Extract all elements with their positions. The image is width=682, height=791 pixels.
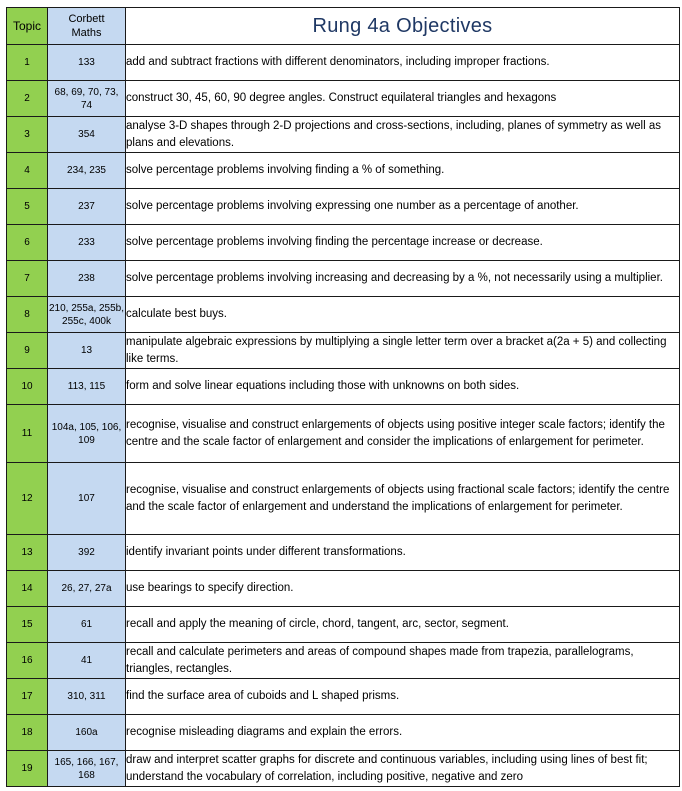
objective-text: recognise misleading diagrams and explain the errors. xyxy=(126,715,680,751)
topic-number: 15 xyxy=(7,607,48,643)
corbett-maths-ref: 41 xyxy=(48,643,126,679)
corbett-maths-ref: 210, 255a, 255b, 255c, 400k xyxy=(48,297,126,333)
corbett-maths-ref: 26, 27, 27a xyxy=(48,571,126,607)
objective-text: calculate best buys. xyxy=(126,297,680,333)
maths-label: Maths xyxy=(71,27,102,39)
objectives-table xyxy=(6,7,680,787)
objective-text: use bearings to specify direction. xyxy=(126,571,680,607)
corbett-maths-ref: 104a, 105, 106, 109 xyxy=(48,405,126,463)
table-row xyxy=(7,405,680,463)
topic-number: 18 xyxy=(7,715,48,751)
corbett-maths-ref: 392 xyxy=(48,535,126,571)
corbett-maths-ref: 160a xyxy=(48,715,126,751)
header-row xyxy=(7,8,680,45)
objective-text: solve percentage problems involving finding the percentage increase or decrease. xyxy=(126,225,680,261)
table-row xyxy=(7,751,680,787)
corbett-maths-ref: 233 xyxy=(48,225,126,261)
corbett-maths-ref: 13 xyxy=(48,333,126,369)
objective-text: recognise, visualise and construct enlargements of objects using positive integer scale factors; identify the centre and the scale factor of enlargement and consider the implications of enlargement for perimeter. xyxy=(126,405,680,463)
table-row xyxy=(7,117,680,153)
corbett-maths-ref: 113, 115 xyxy=(48,369,126,405)
corbett-maths-ref: 354 xyxy=(48,117,126,153)
table-row xyxy=(7,679,680,715)
table-row xyxy=(7,45,680,81)
topic-number: 17 xyxy=(7,679,48,715)
topic-number: 8 xyxy=(7,297,48,333)
corbett-maths-ref: 237 xyxy=(48,189,126,225)
objective-text: form and solve linear equations including those with unknowns on both sides. xyxy=(126,369,680,405)
topic-column-header: Topic xyxy=(7,8,48,45)
topic-number: 10 xyxy=(7,369,48,405)
table-row xyxy=(7,297,680,333)
table-row xyxy=(7,81,680,117)
objective-text: recognise, visualise and construct enlargements of objects using fractional scale factors; identify the centre and the scale factor of enlargement and understand the implications of enlargement for perimeter. xyxy=(126,463,680,535)
objective-text: manipulate algebraic expressions by multiplying a single letter term over a bracket a(2a + 5) and collecting like terms. xyxy=(126,333,680,369)
table-row xyxy=(7,535,680,571)
topic-number: 5 xyxy=(7,189,48,225)
objective-text: solve percentage problems involving expressing one number as a percentage of another. xyxy=(126,189,680,225)
objective-text: recall and apply the meaning of circle, chord, tangent, arc, sector, segment. xyxy=(126,607,680,643)
objective-text: solve percentage problems involving increasing and decreasing by a %, not necessarily using a multiplier. xyxy=(126,261,680,297)
objective-text: identify invariant points under different transformations. xyxy=(126,535,680,571)
topic-number: 2 xyxy=(7,81,48,117)
topic-number: 9 xyxy=(7,333,48,369)
corbett-maths-ref: 61 xyxy=(48,607,126,643)
objective-text: solve percentage problems involving finding a % of something. xyxy=(126,153,680,189)
table-row xyxy=(7,369,680,405)
table-row xyxy=(7,189,680,225)
corbett-maths-ref: 310, 311 xyxy=(48,679,126,715)
objective-text: construct 30, 45, 60, 90 degree angles. Construct equilateral triangles and hexagons xyxy=(126,81,680,117)
table-row xyxy=(7,643,680,679)
corbett-maths-ref: 107 xyxy=(48,463,126,535)
corbett-maths-ref: 238 xyxy=(48,261,126,297)
topic-number: 16 xyxy=(7,643,48,679)
topic-number: 4 xyxy=(7,153,48,189)
corbett-maths-ref: 68, 69, 70, 73, 74 xyxy=(48,81,126,117)
table-row xyxy=(7,261,680,297)
objective-text: draw and interpret scatter graphs for discrete and continuous variables, including using lines of best fit; understand the vocabulary of correlation, including positive, negative and zero xyxy=(126,751,680,787)
objective-text: find the surface area of cuboids and L shaped prisms. xyxy=(126,679,680,715)
topic-number: 13 xyxy=(7,535,48,571)
topic-number: 1 xyxy=(7,45,48,81)
topic-number: 19 xyxy=(7,751,48,787)
topic-number: 14 xyxy=(7,571,48,607)
page-title: Rung 4a Objectives xyxy=(126,8,680,45)
topic-number: 6 xyxy=(7,225,48,261)
table-row xyxy=(7,333,680,369)
topic-number: 11 xyxy=(7,405,48,463)
objective-text: analyse 3-D shapes through 2-D projections and cross-sections, including, planes of symmetry as well as plans and elevations. xyxy=(126,117,680,153)
table-row xyxy=(7,607,680,643)
objective-text: add and subtract fractions with different denominators, including improper fractions. xyxy=(126,45,680,81)
topic-number: 3 xyxy=(7,117,48,153)
table-row xyxy=(7,715,680,751)
corbett-maths-ref: 133 xyxy=(48,45,126,81)
corbett-maths-ref: 165, 166, 167, 168 xyxy=(48,751,126,787)
corbett-label: Corbett xyxy=(68,13,105,25)
objective-text: recall and calculate perimeters and areas of compound shapes made from trapezia, parallelograms, triangles, rectangles. xyxy=(126,643,680,679)
corbett-maths-ref: 234, 235 xyxy=(48,153,126,189)
topic-number: 7 xyxy=(7,261,48,297)
table-row xyxy=(7,153,680,189)
table-row xyxy=(7,571,680,607)
topic-number: 12 xyxy=(7,463,48,535)
table-row xyxy=(7,463,680,535)
table-row xyxy=(7,225,680,261)
corbett-maths-column-header xyxy=(48,8,126,45)
